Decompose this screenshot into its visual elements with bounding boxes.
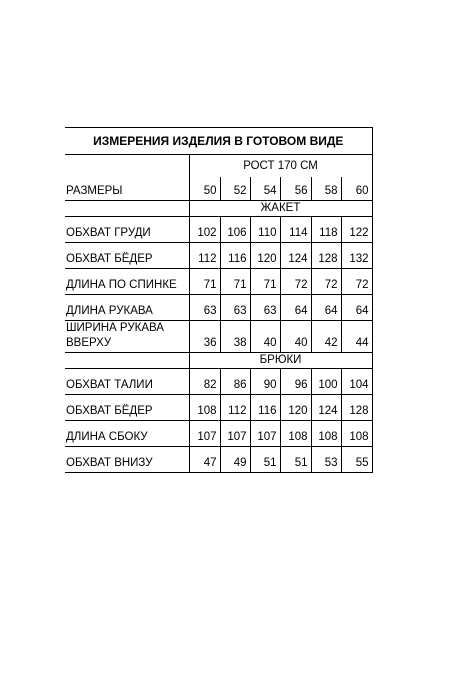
size-header: 56 — [280, 177, 311, 201]
measurement-value: 107 — [189, 421, 220, 447]
table-row — [65, 217, 372, 243]
measurement-label: ШИРИНА РУКАВА ВВЕРХУ — [65, 321, 189, 353]
measurement-value: 82 — [189, 369, 220, 395]
table-row — [65, 369, 372, 395]
measurement-value: 63 — [189, 295, 220, 321]
measurement-value: 64 — [280, 295, 311, 321]
size-header: 52 — [220, 177, 250, 201]
measurement-value: 124 — [280, 243, 311, 269]
measurement-value: 72 — [341, 269, 372, 295]
table-row — [65, 395, 372, 421]
size-header: 60 — [341, 177, 372, 201]
sizes-label: РАЗМЕРЫ — [65, 177, 189, 201]
height-row-spacer — [65, 155, 189, 178]
table-row — [65, 447, 372, 473]
measurement-label: ОБХВАТ ГРУДИ — [65, 217, 189, 243]
jacket-section-label: ЖАКЕТ — [189, 201, 372, 217]
table-row — [65, 321, 372, 353]
measurement-label: ДЛИНА РУКАВА — [65, 295, 189, 321]
measurement-value: 100 — [311, 369, 341, 395]
trousers-section-row — [65, 353, 372, 369]
measurement-value: 72 — [311, 269, 341, 295]
measurement-value: 128 — [341, 395, 372, 421]
measurement-value: 71 — [189, 269, 220, 295]
measurement-value: 120 — [250, 243, 280, 269]
measurement-value: 49 — [220, 447, 250, 473]
measurement-value: 51 — [280, 447, 311, 473]
measurement-label: ОБХВАТ ВНИЗУ — [65, 447, 189, 473]
title-row — [65, 128, 372, 155]
measurement-value: 40 — [250, 321, 280, 353]
measurement-value: 90 — [250, 369, 280, 395]
measurement-value: 63 — [220, 295, 250, 321]
measurement-value: 38 — [220, 321, 250, 353]
measurement-value: 63 — [250, 295, 280, 321]
measurement-label: ДЛИНА ПО СПИНКЕ — [65, 269, 189, 295]
measurement-value: 44 — [341, 321, 372, 353]
measurement-value: 64 — [311, 295, 341, 321]
measurement-value: 86 — [220, 369, 250, 395]
measurement-label: ДЛИНА СБОКУ — [65, 421, 189, 447]
measurement-value: 40 — [280, 321, 311, 353]
measurement-value: 53 — [311, 447, 341, 473]
measurement-value: 118 — [311, 217, 341, 243]
measurement-value: 128 — [311, 243, 341, 269]
table-row — [65, 421, 372, 447]
measurement-value: 55 — [341, 447, 372, 473]
jacket-section-row — [65, 201, 372, 217]
measurement-value: 106 — [220, 217, 250, 243]
measurement-value: 104 — [341, 369, 372, 395]
measurement-value: 114 — [280, 217, 311, 243]
measurement-value: 122 — [341, 217, 372, 243]
measurement-value: 108 — [280, 421, 311, 447]
measurement-label: ОБХВАТ БЁДЕР — [65, 395, 189, 421]
measurement-label: ОБХВАТ БЁДЕР — [65, 243, 189, 269]
trousers-section-label: БРЮКИ — [189, 353, 372, 369]
jacket-section-spacer — [65, 201, 189, 217]
measurement-value: 96 — [280, 369, 311, 395]
trousers-section-spacer — [65, 353, 189, 369]
measurement-value: 132 — [341, 243, 372, 269]
measurement-value: 36 — [189, 321, 220, 353]
measurement-value: 116 — [220, 243, 250, 269]
measurement-value: 71 — [220, 269, 250, 295]
height-row — [65, 155, 372, 178]
height-label: РОСТ 170 СМ — [189, 155, 372, 178]
size-chart-table — [65, 127, 373, 473]
measurement-value: 124 — [311, 395, 341, 421]
measurement-value: 71 — [250, 269, 280, 295]
measurement-value: 72 — [280, 269, 311, 295]
measurement-value: 116 — [250, 395, 280, 421]
measurement-value: 108 — [311, 421, 341, 447]
measurement-value: 47 — [189, 447, 220, 473]
measurement-label: ОБХВАТ ТАЛИИ — [65, 369, 189, 395]
measurement-value: 42 — [311, 321, 341, 353]
chart-title: ИЗМЕРЕНИЯ ИЗДЕЛИЯ В ГОТОВОМ ВИДЕ — [65, 128, 372, 155]
measurement-value: 112 — [189, 243, 220, 269]
sizes-row — [65, 177, 372, 201]
measurement-value: 120 — [280, 395, 311, 421]
table-row — [65, 269, 372, 295]
measurement-value: 112 — [220, 395, 250, 421]
measurement-value: 108 — [341, 421, 372, 447]
measurement-value: 51 — [250, 447, 280, 473]
measurement-value: 107 — [220, 421, 250, 447]
measurement-value: 64 — [341, 295, 372, 321]
size-header: 54 — [250, 177, 280, 201]
size-header: 58 — [311, 177, 341, 201]
measurement-value: 102 — [189, 217, 220, 243]
measurement-value: 110 — [250, 217, 280, 243]
table-row — [65, 243, 372, 269]
measurement-value: 107 — [250, 421, 280, 447]
table-row — [65, 295, 372, 321]
measurement-value: 108 — [189, 395, 220, 421]
size-header: 50 — [189, 177, 220, 201]
